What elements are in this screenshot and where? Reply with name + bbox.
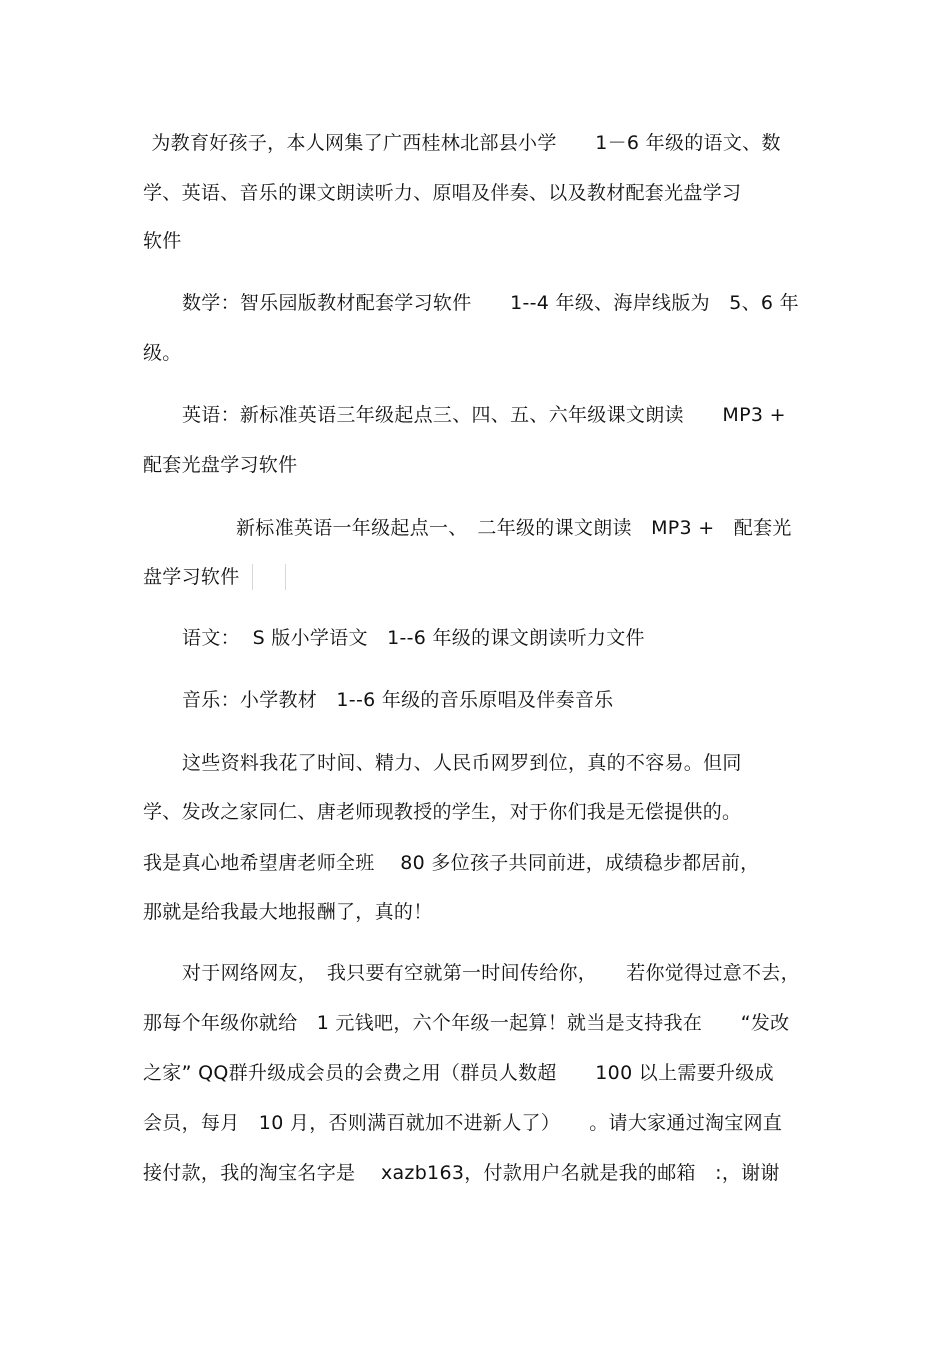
text-line: 新标准英语一年级起点一、 二年级的课文朗读 MP3 + 配套光 [236,517,792,539]
page-mark [252,564,253,590]
text-line: 会员，每月 10 月，否则满百就加不进新人了） 。请大家通过淘宝网直 [143,1112,783,1134]
text-line: 配套光盘学习软件 [143,454,298,476]
page-mark [285,564,286,590]
text-line: 那每个年级你就给 1 元钱吧，六个年级一起算！就当是支持我在 “发改 [143,1012,790,1034]
text-line: 那就是给我最大地报酬了，真的！ [143,901,433,923]
text-line: 我是真心地希望唐老师全班 80 多位孩子共同前进，成绩稳步都居前， [143,852,760,874]
text-line: 对于网络网友， 我只要有空就第一时间传给你， 若你觉得过意不去， [182,962,800,984]
text-line: 英语：新标准英语三年级起点三、四、五、六年级课文朗读 MP3 + [182,404,786,426]
text-line: 软件 [143,230,182,252]
text-line: 这些资料我花了时间、精力、人民币网罗到位，真的不容易。但同 [182,752,742,774]
text-line: 学、英语、音乐的课文朗读听力、原唱及伴奏、以及教材配套光盘学习 [143,182,742,204]
text-line: 为教育好孩子，本人网集了广西桂林北部县小学 1－6 年级的语文、数 [145,132,781,154]
text-line: 语文： S 版小学语文 1--6 年级的课文朗读听力文件 [182,627,645,649]
text-line: 盘学习软件 [143,566,240,588]
text-line: 级。 [143,342,182,364]
text-line: 之家” QQ群升级成会员的会费之用（群员人数超 100 以上需要升级成 [143,1062,774,1084]
text-line: 接付款，我的淘宝名字是 xazb163，付款用户名就是我的邮箱 :，谢谢 [143,1162,780,1184]
text-line: 数学：智乐园版教材配套学习软件 1--4 年级、海岸线版为 5、6 年 [182,292,799,314]
text-line: 学、发改之家同仁、唐老师现教授的学生，对于你们我是无偿提供的。 [143,801,742,823]
text-line: 音乐：小学教材 1--6 年级的音乐原唱及伴奏音乐 [182,689,614,711]
